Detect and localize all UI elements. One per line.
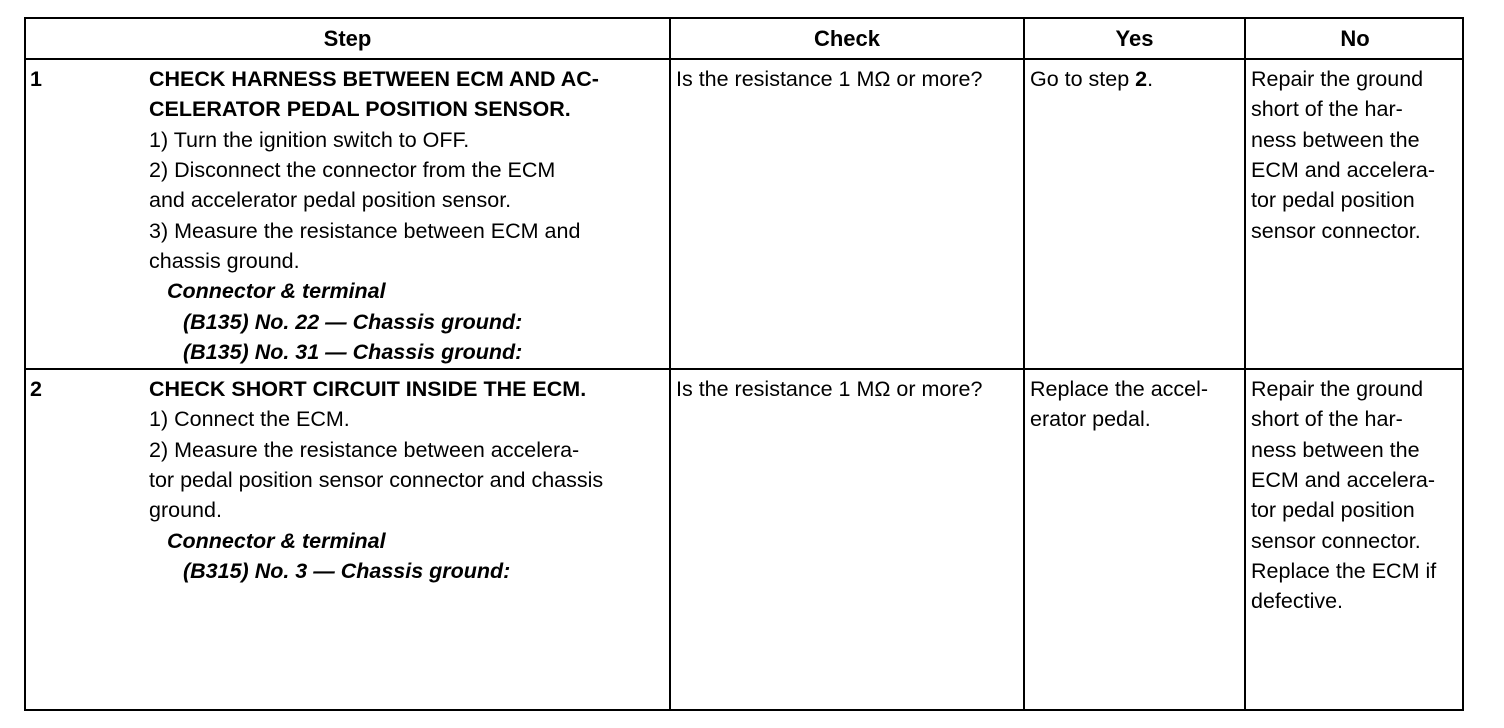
step-instruction-line: chassis ground.: [149, 249, 300, 273]
step-number: 2: [30, 377, 42, 401]
header-check: Check: [813, 26, 881, 51]
terminal-label: Connector & terminal: [167, 529, 386, 553]
yes-action-prefix: Go to step: [1030, 67, 1136, 91]
step-instruction-line: 2) Measure the resistance between accelera-: [149, 438, 580, 462]
no-action-line: ness between the: [1251, 438, 1420, 462]
terminal-spec: (B135) No. 22 — Chassis ground:: [183, 310, 523, 334]
header-no: No: [1340, 26, 1370, 51]
no-action-line: Repair the ground: [1251, 377, 1424, 401]
no-action-line: defective.: [1251, 589, 1344, 613]
column-divider: [1023, 19, 1025, 709]
no-action-line: tor pedal position: [1251, 188, 1415, 212]
step-title-line: CHECK HARNESS BETWEEN ECM AND AC-: [149, 67, 599, 91]
step-instruction-line: 1) Connect the ECM.: [149, 407, 350, 431]
column-divider: [669, 19, 671, 709]
step-instruction-line: and accelerator pedal position sensor.: [149, 188, 512, 212]
step-instruction-line: 3) Measure the resistance between ECM and: [149, 219, 581, 243]
no-action-line: short of the har-: [1251, 407, 1403, 431]
yes-step-ref: 2: [1135, 67, 1148, 91]
step-instruction-line: 2) Disconnect the connector from the ECM: [149, 158, 556, 182]
no-action-line: Repair the ground: [1251, 67, 1424, 91]
header-yes: Yes: [1115, 26, 1154, 51]
no-action-line: ECM and accelera-: [1251, 158, 1436, 182]
no-action-line: tor pedal position: [1251, 498, 1415, 522]
diagnostic-table: [24, 17, 1464, 711]
terminal-label: Connector & terminal: [167, 279, 386, 303]
no-action-line: sensor connector.: [1251, 219, 1421, 243]
column-divider: [1244, 19, 1246, 709]
no-action-line: sensor connector.: [1251, 529, 1421, 553]
row-divider: [26, 368, 1462, 370]
step-instruction-line: ground.: [149, 498, 222, 522]
check-question: Is the resistance 1 MΩ or more?: [676, 377, 983, 401]
no-action-line: short of the har-: [1251, 97, 1403, 121]
no-action-line: ness between the: [1251, 128, 1420, 152]
no-action-line: Replace the ECM if: [1251, 559, 1437, 583]
yes-action-line: erator pedal.: [1030, 407, 1151, 431]
step-instruction-line: tor pedal position sensor connector and chassis: [149, 468, 604, 492]
terminal-spec: (B315) No. 3 — Chassis ground:: [183, 559, 511, 583]
step-number: 1: [30, 67, 42, 91]
header-step: Step: [323, 26, 372, 51]
step-title-line: CHECK SHORT CIRCUIT INSIDE THE ECM.: [149, 377, 587, 401]
check-question: Is the resistance 1 MΩ or more?: [676, 67, 983, 91]
yes-action: [1030, 64, 1153, 94]
step-title-line: CELERATOR PEDAL POSITION SENSOR.: [149, 97, 571, 121]
no-action-line: ECM and accelera-: [1251, 468, 1436, 492]
step-instruction-line: 1) Turn the ignition switch to OFF.: [149, 128, 470, 152]
terminal-spec: (B135) No. 31 — Chassis ground:: [183, 340, 523, 364]
yes-action-suffix: .: [1147, 67, 1154, 91]
yes-action-line: Replace the accel-: [1030, 377, 1209, 401]
